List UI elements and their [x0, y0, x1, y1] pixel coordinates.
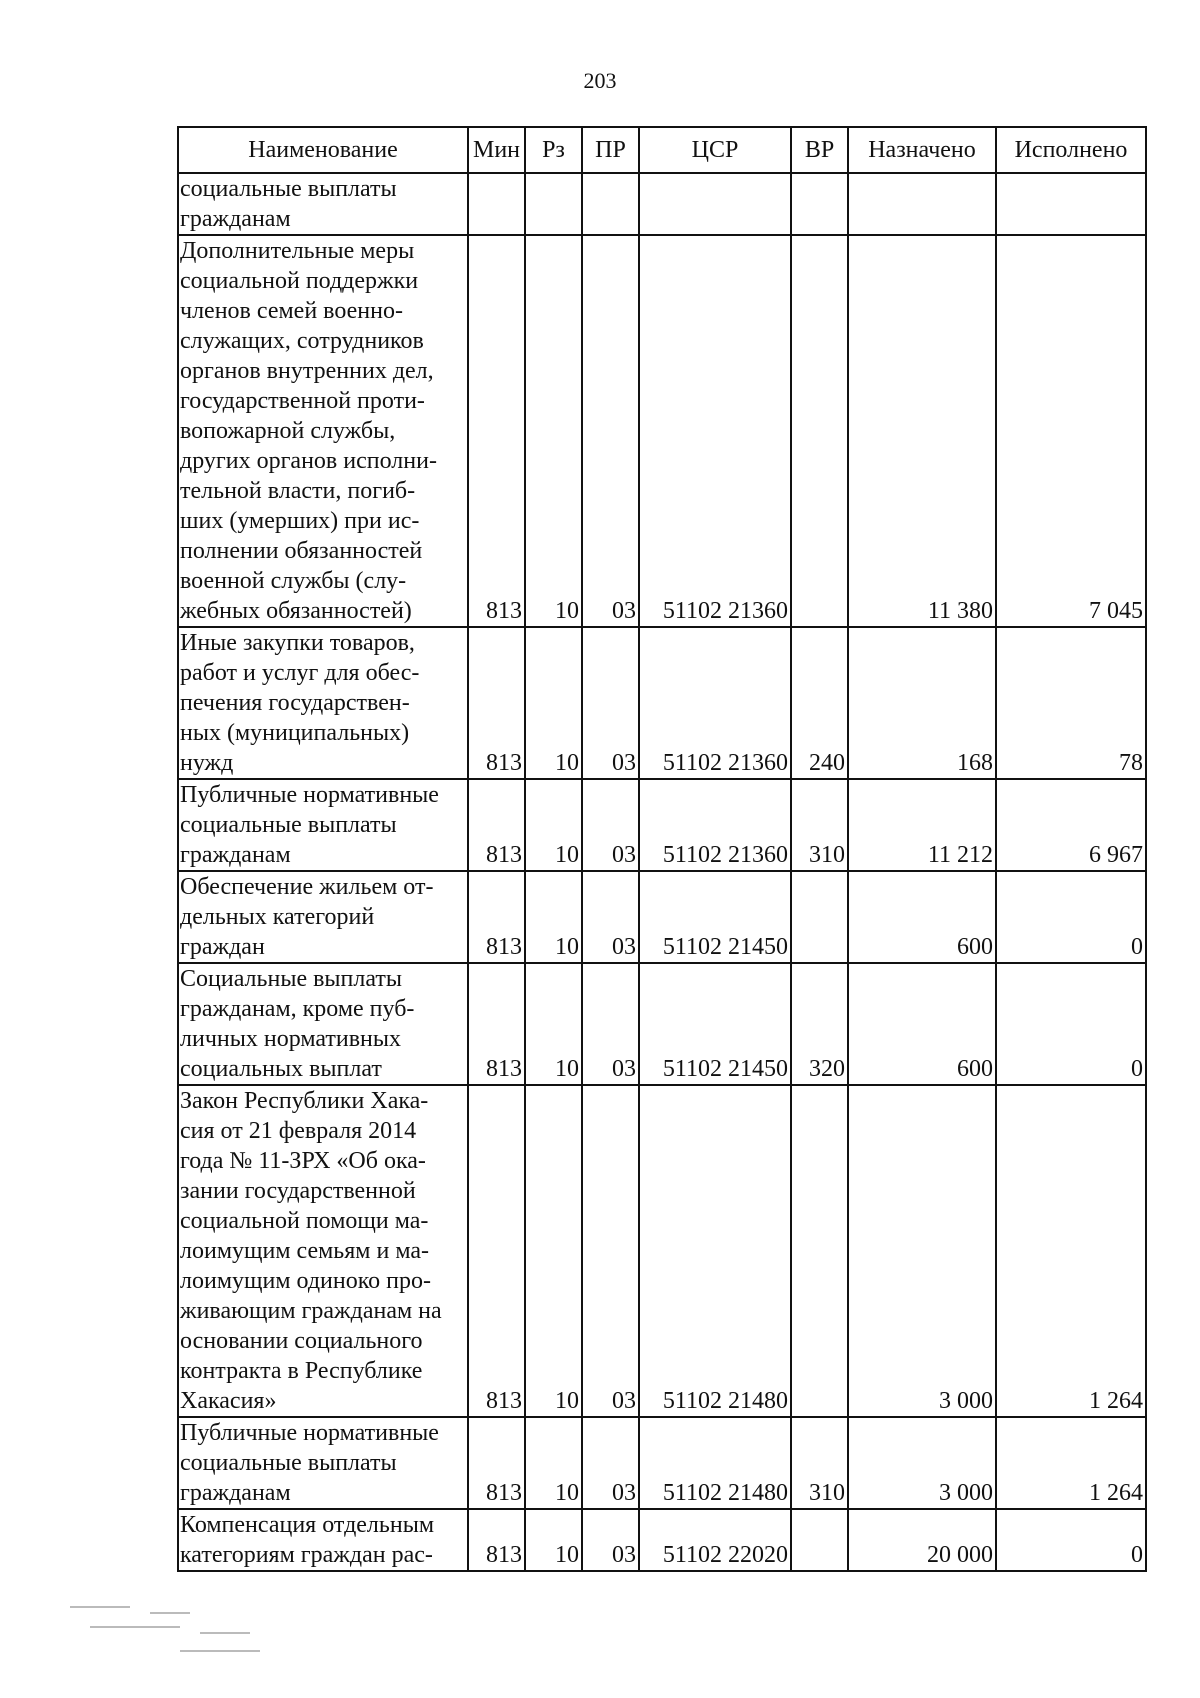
cell-vr: 310	[791, 779, 848, 871]
cell-rz: 10	[525, 627, 582, 779]
cell-name-line: социальные выплаты	[180, 1450, 397, 1476]
cell-name-line: государственной проти-	[180, 388, 425, 414]
cell-name-line: дельных категорий	[180, 904, 375, 930]
cell-name-line: Публичные нормативные	[180, 1420, 439, 1446]
cell-name-line: живающим гражданам на	[180, 1298, 442, 1324]
table-row	[178, 627, 1146, 779]
cell-name-line: социальных выплат	[180, 1056, 382, 1082]
cell-name-line: Обеспечение жильем от-	[180, 874, 434, 900]
cell-assigned: 3 000	[848, 1085, 996, 1417]
cell-assigned: 3 000	[848, 1417, 996, 1509]
cell-pr: 03	[582, 1509, 639, 1571]
cell-csr	[639, 173, 791, 235]
cell-name-line: жебных обязанностей)	[180, 598, 412, 624]
cell-name-line: основании социального	[180, 1328, 423, 1354]
cell-executed: 0	[996, 1509, 1146, 1571]
cell-name-line: других органов исполни-	[180, 448, 437, 474]
cell-name-line: работ и услуг для обес-	[180, 660, 420, 686]
header-executed: Исполнено	[996, 127, 1146, 173]
table-header-row	[178, 127, 1146, 173]
cell-min: 813	[468, 235, 525, 627]
table-body	[178, 173, 1146, 1571]
cell-csr: 51102 21480	[639, 1417, 791, 1509]
cell-pr: 03	[582, 779, 639, 871]
cell-vr	[791, 235, 848, 627]
cell-name-line: социальной помощи ма-	[180, 1208, 429, 1234]
cell-name	[178, 173, 468, 235]
cell-name-line: личных нормативных	[180, 1026, 402, 1052]
cell-min: 813	[468, 1509, 525, 1571]
table-row	[178, 871, 1146, 963]
cell-name-line: Компенсация отдельным	[180, 1512, 435, 1538]
cell-name	[178, 779, 468, 871]
table-row	[178, 1509, 1146, 1571]
cell-rz: 10	[525, 235, 582, 627]
cell-name-line: органов внутренних дел,	[180, 358, 434, 384]
cell-vr	[791, 1085, 848, 1417]
cell-rz: 10	[525, 963, 582, 1085]
cell-executed: 6 967	[996, 779, 1146, 871]
cell-name-line: лоимущим одиноко про-	[180, 1268, 432, 1294]
cell-name-line: Хакасия»	[180, 1388, 277, 1414]
header-name: Наименование	[178, 127, 468, 173]
cell-executed: 1 264	[996, 1085, 1146, 1417]
cell-min: 813	[468, 1417, 525, 1509]
cell-name-line: гражданам, кроме пуб-	[180, 996, 415, 1022]
cell-min: 813	[468, 963, 525, 1085]
cell-executed: 1 264	[996, 1417, 1146, 1509]
cell-vr: 310	[791, 1417, 848, 1509]
header-csr: ЦСР	[639, 127, 791, 173]
budget-table	[177, 126, 1147, 1572]
header-pr: ПР	[582, 127, 639, 173]
cell-name-line: членов семей военно-	[180, 298, 403, 324]
cell-name	[178, 1085, 468, 1417]
cell-vr	[791, 1509, 848, 1571]
cell-name-line: гражданам	[180, 842, 291, 868]
cell-name-line: ших (умерших) при ис-	[180, 508, 420, 534]
cell-csr: 51102 21360	[639, 627, 791, 779]
cell-pr: 03	[582, 1417, 639, 1509]
cell-csr: 51102 21450	[639, 871, 791, 963]
cell-csr: 51102 22020	[639, 1509, 791, 1571]
cell-name	[178, 963, 468, 1085]
cell-pr: 03	[582, 1085, 639, 1417]
cell-rz: 10	[525, 1085, 582, 1417]
cell-name-line: социальные выплаты	[180, 176, 397, 202]
cell-name-line: Социальные выплаты	[180, 966, 403, 992]
cell-pr	[582, 173, 639, 235]
cell-name	[178, 1509, 468, 1571]
cell-name-line: лоимущим семьям и ма-	[180, 1238, 429, 1264]
cell-name-line: Иные закупки товаров,	[180, 630, 415, 656]
cell-csr: 51102 21360	[639, 779, 791, 871]
cell-rz: 10	[525, 1417, 582, 1509]
cell-name	[178, 1417, 468, 1509]
cell-csr: 51102 21450	[639, 963, 791, 1085]
cell-rz	[525, 173, 582, 235]
cell-assigned: 168	[848, 627, 996, 779]
cell-vr: 240	[791, 627, 848, 779]
cell-pr: 03	[582, 871, 639, 963]
cell-executed: 0	[996, 963, 1146, 1085]
table-row	[178, 1417, 1146, 1509]
header-min: Мин	[468, 127, 525, 173]
cell-name-line: гражданам	[180, 1480, 291, 1506]
cell-name-line: полнении обязанностей	[180, 538, 423, 564]
cell-name	[178, 235, 468, 627]
cell-rz: 10	[525, 1509, 582, 1571]
cell-name-line: Закон Республики Хака-	[180, 1088, 429, 1114]
cell-name-line: тельной власти, погиб-	[180, 478, 416, 504]
cell-vr: 320	[791, 963, 848, 1085]
table-row	[178, 235, 1146, 627]
cell-name-line: военной службы (слу-	[180, 568, 407, 594]
cell-vr	[791, 173, 848, 235]
cell-executed: 0	[996, 871, 1146, 963]
page-number: 203	[583, 68, 617, 93]
header-rz: Рз	[525, 127, 582, 173]
cell-name-line: гражданам	[180, 206, 291, 232]
cell-name-line: года № 11-ЗРХ «Об ока-	[180, 1148, 426, 1174]
cell-name-line: нужд	[180, 750, 234, 776]
cell-name-line: социальной поддержки	[180, 268, 419, 294]
cell-name	[178, 871, 468, 963]
cell-min: 813	[468, 779, 525, 871]
table-row	[178, 963, 1146, 1085]
cell-vr	[791, 871, 848, 963]
cell-name-line: зании государственной	[180, 1178, 416, 1204]
cell-name-line: Дополнительные меры	[180, 238, 415, 264]
cell-min	[468, 173, 525, 235]
cell-pr: 03	[582, 627, 639, 779]
cell-name-line: граждан	[180, 934, 265, 960]
cell-executed	[996, 173, 1146, 235]
cell-name-line: категориям граждан рас-	[180, 1542, 433, 1568]
table-row	[178, 173, 1146, 235]
cell-min: 813	[468, 1085, 525, 1417]
cell-name-line: контракта в Республике	[180, 1358, 423, 1384]
cell-assigned	[848, 173, 996, 235]
cell-name-line: Публичные нормативные	[180, 782, 439, 808]
header-assigned: Назначено	[848, 127, 996, 173]
cell-assigned: 11 212	[848, 779, 996, 871]
scan-artifact	[60, 1598, 280, 1658]
table-row	[178, 1085, 1146, 1417]
cell-name-line: социальные выплаты	[180, 812, 397, 838]
cell-rz: 10	[525, 779, 582, 871]
cell-executed: 7 045	[996, 235, 1146, 627]
header-vr: ВР	[791, 127, 848, 173]
cell-name-line: ных (муниципальных)	[180, 720, 410, 746]
cell-min: 813	[468, 627, 525, 779]
cell-name	[178, 627, 468, 779]
cell-min: 813	[468, 871, 525, 963]
cell-name-line: служащих, сотрудников	[180, 328, 424, 354]
cell-assigned: 20 000	[848, 1509, 996, 1571]
cell-csr: 51102 21480	[639, 1085, 791, 1417]
cell-pr: 03	[582, 235, 639, 627]
cell-assigned: 600	[848, 963, 996, 1085]
cell-assigned: 11 380	[848, 235, 996, 627]
cell-name-line: сия от 21 февраля 2014	[180, 1118, 417, 1144]
cell-assigned: 600	[848, 871, 996, 963]
cell-rz: 10	[525, 871, 582, 963]
cell-name-line: вопожарной службы,	[180, 418, 396, 444]
cell-pr: 03	[582, 963, 639, 1085]
cell-executed: 78	[996, 627, 1146, 779]
cell-name-line: печения государствен-	[180, 690, 410, 716]
cell-csr: 51102 21360	[639, 235, 791, 627]
table-row	[178, 779, 1146, 871]
